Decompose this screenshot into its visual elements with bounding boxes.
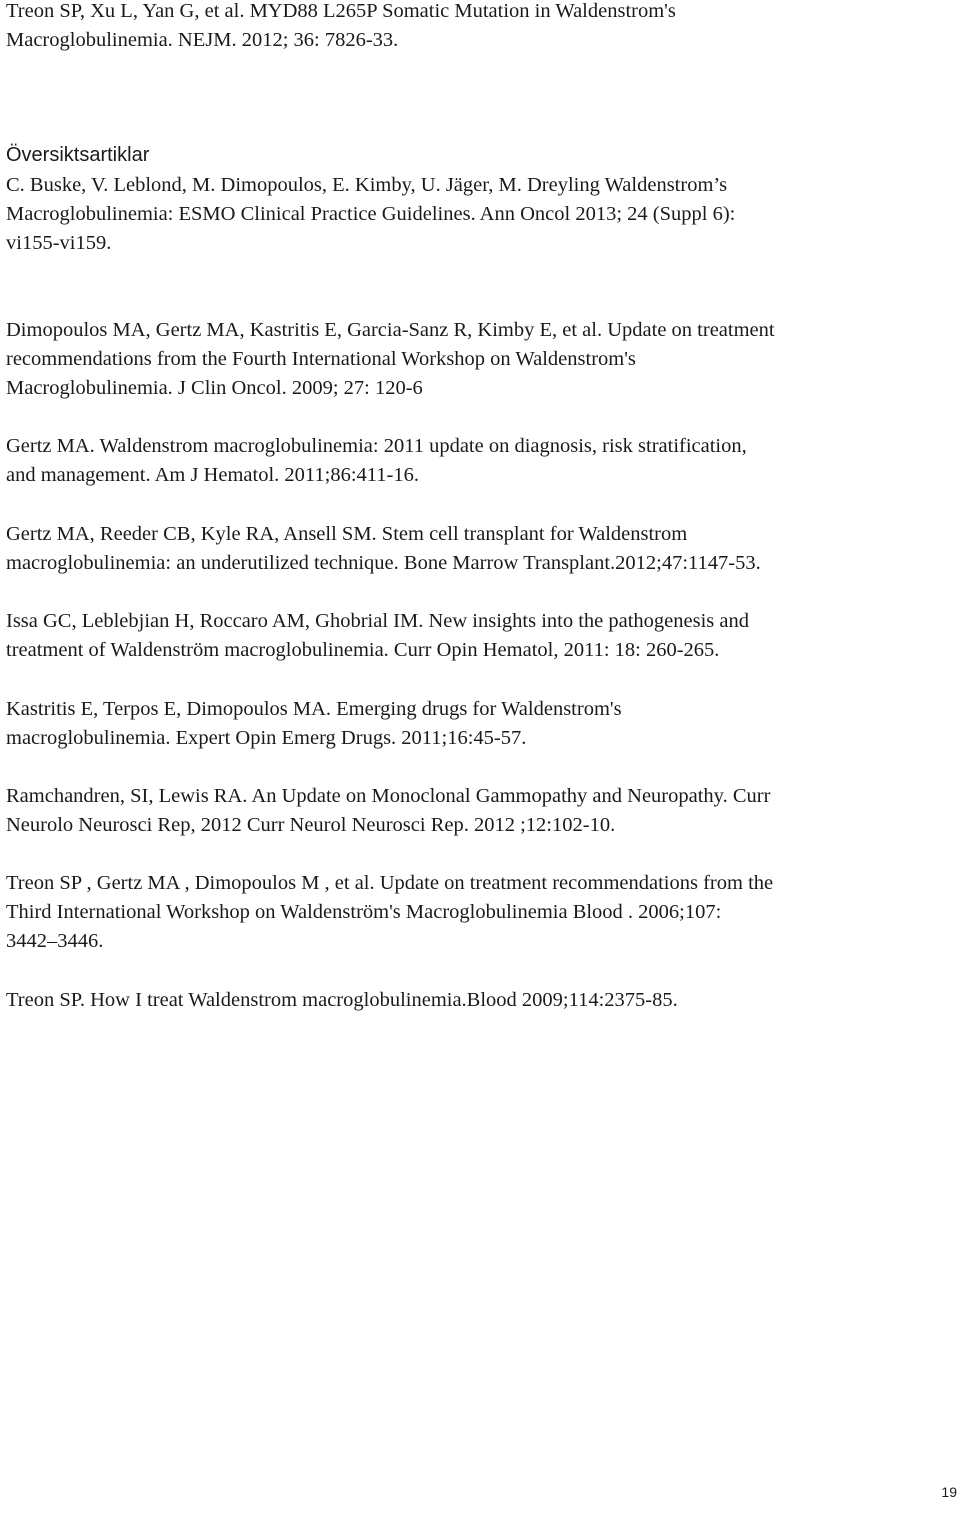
reference-issa <box>6 607 749 665</box>
reference-treon-myd88 <box>6 0 676 55</box>
reference-line: Kastritis E, Terpos E, Dimopoulos MA. Emerging drugs for Waldenstrom's <box>6 698 622 720</box>
reference-buske <box>6 171 735 258</box>
reference-line: Neurolo Neurosci Rep, 2012 Curr Neurol Neurosci Rep. 2012 ;12:102-10. <box>6 814 616 836</box>
reference-ramchandren <box>6 782 770 840</box>
reference-line: Treon SP. How I treat Waldenstrom macroglobulinemia.Blood 2009;114:2375-85. <box>6 989 678 1011</box>
reference-gertz-2011 <box>6 432 747 490</box>
reference-line: Macroglobulinemia. NEJM. 2012; 36: 7826-33. <box>6 29 399 51</box>
reference-line: Gertz MA. Waldenstrom macroglobulinemia: 2011 update on diagnosis, risk stratification, <box>6 435 747 457</box>
reference-line: vi155-vi159. <box>6 232 112 254</box>
reference-line: treatment of Waldenström macroglobulinemia. Curr Opin Hematol, 2011: 18: 260-265. <box>6 639 720 661</box>
reference-kastritis <box>6 695 622 753</box>
reference-line: C. Buske, V. Leblond, M. Dimopoulos, E. Kimby, U. Jäger, M. Dreyling Waldenstrom’s <box>6 174 728 196</box>
reference-gertz-stem-cell <box>6 520 761 578</box>
reference-line: Third International Workshop on Waldenström's Macroglobulinemia Blood . 2006;107: <box>6 901 722 923</box>
reference-line: macroglobulinemia. Expert Opin Emerg Drugs. 2011;16:45-57. <box>6 727 527 749</box>
reference-line: 3442–3446. <box>6 930 104 952</box>
reference-line: recommendations from the Fourth International Workshop on Waldenstrom's <box>6 348 636 370</box>
reference-line: Issa GC, Leblebjian H, Roccaro AM, Ghobrial IM. New insights into the pathogenesis and <box>6 610 749 632</box>
reference-line: Macroglobulinemia: ESMO Clinical Practice Guidelines. Ann Oncol 2013; 24 (Suppl 6): <box>6 203 736 225</box>
reference-line: Treon SP, Xu L, Yan G, et al. MYD88 L265P Somatic Mutation in Waldenstrom's <box>6 0 676 22</box>
reference-line: macroglobulinemia: an underutilized technique. Bone Marrow Transplant.2012;47:1147-53. <box>6 552 761 574</box>
reference-treon-2009 <box>6 986 678 1015</box>
reference-dimopoulos <box>6 316 775 403</box>
section-heading: Översiktsartiklar <box>6 144 150 166</box>
reference-line: Gertz MA, Reeder CB, Kyle RA, Ansell SM. Stem cell transplant for Waldenstrom <box>6 523 688 545</box>
page-number: 19 <box>941 1484 957 1500</box>
reference-line: Ramchandren, SI, Lewis RA. An Update on Monoclonal Gammopathy and Neuropathy. Curr <box>6 785 771 807</box>
reference-line: Dimopoulos MA, Gertz MA, Kastritis E, Garcia-Sanz R, Kimby E, et al. Update on treatment <box>6 319 775 341</box>
reference-line: Macroglobulinemia. J Clin Oncol. 2009; 27: 120-6 <box>6 377 423 399</box>
reference-line: and management. Am J Hematol. 2011;86:411-16. <box>6 464 419 486</box>
reference-line: Treon SP , Gertz MA , Dimopoulos M , et al. Update on treatment recommendations from the <box>6 872 774 894</box>
reference-treon-2006 <box>6 869 773 956</box>
